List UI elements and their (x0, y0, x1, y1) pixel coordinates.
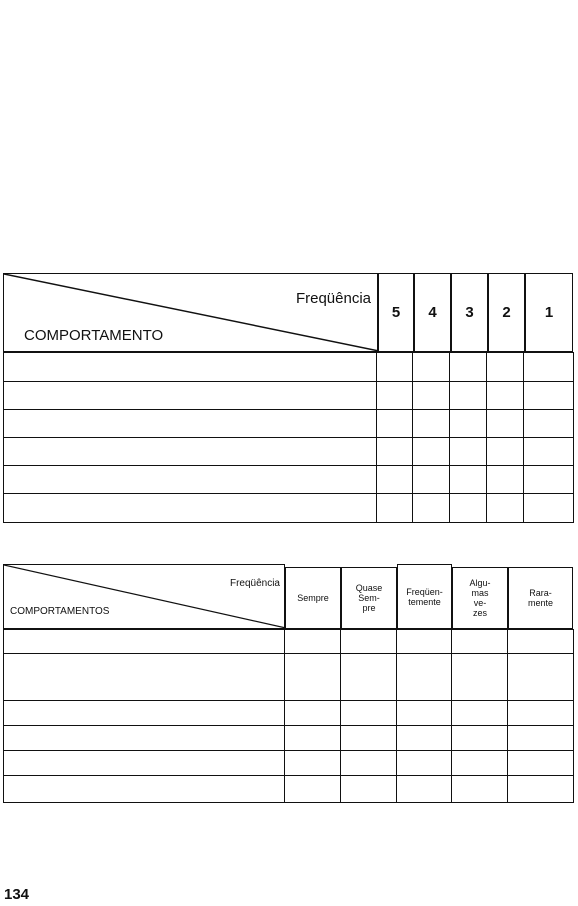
score-cell[interactable] (450, 382, 487, 410)
table-row (4, 751, 574, 776)
score-cell[interactable] (341, 726, 397, 751)
score-cell[interactable] (524, 410, 574, 438)
table-row (4, 494, 574, 523)
score-cell[interactable] (285, 726, 341, 751)
table-row (4, 382, 574, 410)
score-cell[interactable] (450, 494, 487, 523)
table2-col-quase-sempre: Quase Sem- pre (341, 567, 397, 629)
score-cell[interactable] (377, 494, 413, 523)
behavior-cell[interactable] (4, 494, 377, 523)
table-row (4, 726, 574, 751)
score-cell[interactable] (413, 466, 450, 494)
score-cell[interactable] (397, 654, 452, 701)
behavior-cell[interactable] (4, 466, 377, 494)
score-cell[interactable] (524, 494, 574, 523)
table2-col-sempre: Sempre (285, 567, 341, 629)
score-cell[interactable] (524, 382, 574, 410)
behavior-cell[interactable] (4, 382, 377, 410)
behavior-cell[interactable] (4, 654, 285, 701)
table-row (4, 410, 574, 438)
behavior-cell[interactable] (4, 776, 285, 803)
score-cell[interactable] (397, 751, 452, 776)
table2-col-algumas-vezes: Algu- mas ve- zes (452, 567, 508, 629)
score-cell[interactable] (450, 466, 487, 494)
score-cell[interactable] (487, 438, 524, 466)
behavior-cell[interactable] (4, 751, 285, 776)
score-cell[interactable] (341, 776, 397, 803)
score-cell[interactable] (413, 353, 450, 382)
diagonal-divider (4, 565, 286, 630)
table-row (4, 353, 574, 382)
score-cell[interactable] (487, 382, 524, 410)
score-cell[interactable] (452, 726, 508, 751)
score-cell[interactable] (450, 353, 487, 382)
score-cell[interactable] (285, 751, 341, 776)
behavior-cell[interactable] (4, 410, 377, 438)
table2-col-frequentemente: Freqüen- temente (397, 564, 452, 629)
score-cell[interactable] (341, 654, 397, 701)
score-cell[interactable] (524, 353, 574, 382)
behavior-cell[interactable] (4, 438, 377, 466)
score-cell[interactable] (377, 410, 413, 438)
table2-col-raramente: Rara- mente (508, 567, 573, 629)
score-cell[interactable] (450, 410, 487, 438)
score-cell[interactable] (341, 751, 397, 776)
score-cell[interactable] (397, 630, 452, 654)
score-cell[interactable] (508, 630, 574, 654)
score-cell[interactable] (508, 654, 574, 701)
score-cell[interactable] (413, 410, 450, 438)
table1-col-3: 3 (451, 273, 488, 352)
score-cell[interactable] (285, 701, 341, 726)
score-cell[interactable] (377, 438, 413, 466)
table-row (4, 630, 574, 654)
score-cell[interactable] (377, 466, 413, 494)
score-cell[interactable] (377, 353, 413, 382)
score-cell[interactable] (452, 701, 508, 726)
score-cell[interactable] (452, 751, 508, 776)
table2-corner-cell (3, 564, 285, 629)
score-cell[interactable] (487, 353, 524, 382)
score-cell[interactable] (285, 630, 341, 654)
score-cell[interactable] (508, 751, 574, 776)
table-row (4, 654, 574, 701)
table2-behavior-label: COMPORTAMENTOS (10, 606, 110, 617)
score-cell[interactable] (413, 494, 450, 523)
table1-col-4: 4 (414, 273, 451, 352)
table2-header (3, 564, 573, 630)
table-row (4, 438, 574, 466)
score-cell[interactable] (413, 438, 450, 466)
table2-body (3, 629, 574, 803)
score-cell[interactable] (487, 466, 524, 494)
score-cell[interactable] (487, 494, 524, 523)
score-cell[interactable] (508, 701, 574, 726)
behavior-cell[interactable] (4, 701, 285, 726)
table2-frequency-label: Freqüência (229, 578, 280, 589)
table1-col-1: 1 (525, 273, 573, 352)
score-cell[interactable] (450, 438, 487, 466)
score-cell[interactable] (397, 726, 452, 751)
table1-body (3, 352, 574, 523)
score-cell[interactable] (377, 382, 413, 410)
page-number: 134 (4, 886, 30, 903)
table1-header (3, 273, 573, 353)
score-cell[interactable] (508, 776, 574, 803)
table1-corner-cell (3, 273, 378, 352)
score-cell[interactable] (524, 466, 574, 494)
behavior-cell[interactable] (4, 353, 377, 382)
score-cell[interactable] (397, 776, 452, 803)
score-cell[interactable] (341, 630, 397, 654)
score-cell[interactable] (452, 776, 508, 803)
table1-col-2: 2 (488, 273, 525, 352)
table1-col-5: 5 (378, 273, 414, 352)
table-row (4, 466, 574, 494)
behavior-cell[interactable] (4, 630, 285, 654)
table-row (4, 776, 574, 803)
table-row (4, 701, 574, 726)
score-cell[interactable] (285, 776, 341, 803)
behavior-cell[interactable] (4, 726, 285, 751)
table1-frequency-label: Freqüência (295, 290, 371, 307)
table1-behavior-label: COMPORTAMENTO (24, 327, 164, 344)
score-cell[interactable] (508, 726, 574, 751)
score-cell[interactable] (452, 630, 508, 654)
score-cell[interactable] (397, 701, 452, 726)
score-cell[interactable] (341, 701, 397, 726)
score-cell[interactable] (487, 410, 524, 438)
score-cell[interactable] (413, 382, 450, 410)
score-cell[interactable] (524, 438, 574, 466)
score-cell[interactable] (452, 654, 508, 701)
score-cell[interactable] (285, 654, 341, 701)
